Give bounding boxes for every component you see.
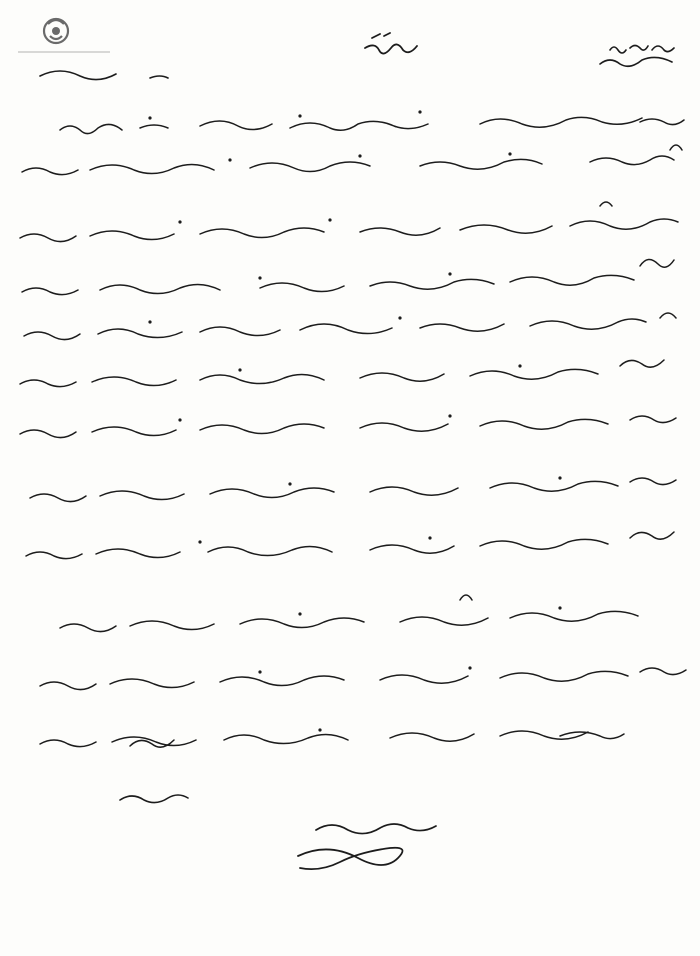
body-line-9 [26, 532, 674, 559]
letter-date [610, 46, 674, 54]
body-line-1 [60, 117, 684, 133]
body-line-13 [130, 732, 624, 747]
body-line-11 [40, 668, 686, 690]
heading-line-1 [40, 57, 672, 79]
body-line-5 [24, 313, 676, 340]
signature [298, 848, 403, 869]
body-line-2 [22, 145, 682, 175]
closing-line-2 [316, 824, 436, 834]
body-line-6 [20, 360, 664, 387]
body-line-4 [22, 259, 674, 294]
body-line-7 [20, 416, 676, 438]
closing-line-1 [120, 795, 188, 803]
body-line-12 [40, 731, 588, 747]
letter-title [365, 33, 417, 54]
body-line-3 [20, 202, 678, 242]
body-line-10 [60, 595, 638, 632]
body-line-8 [30, 478, 676, 502]
